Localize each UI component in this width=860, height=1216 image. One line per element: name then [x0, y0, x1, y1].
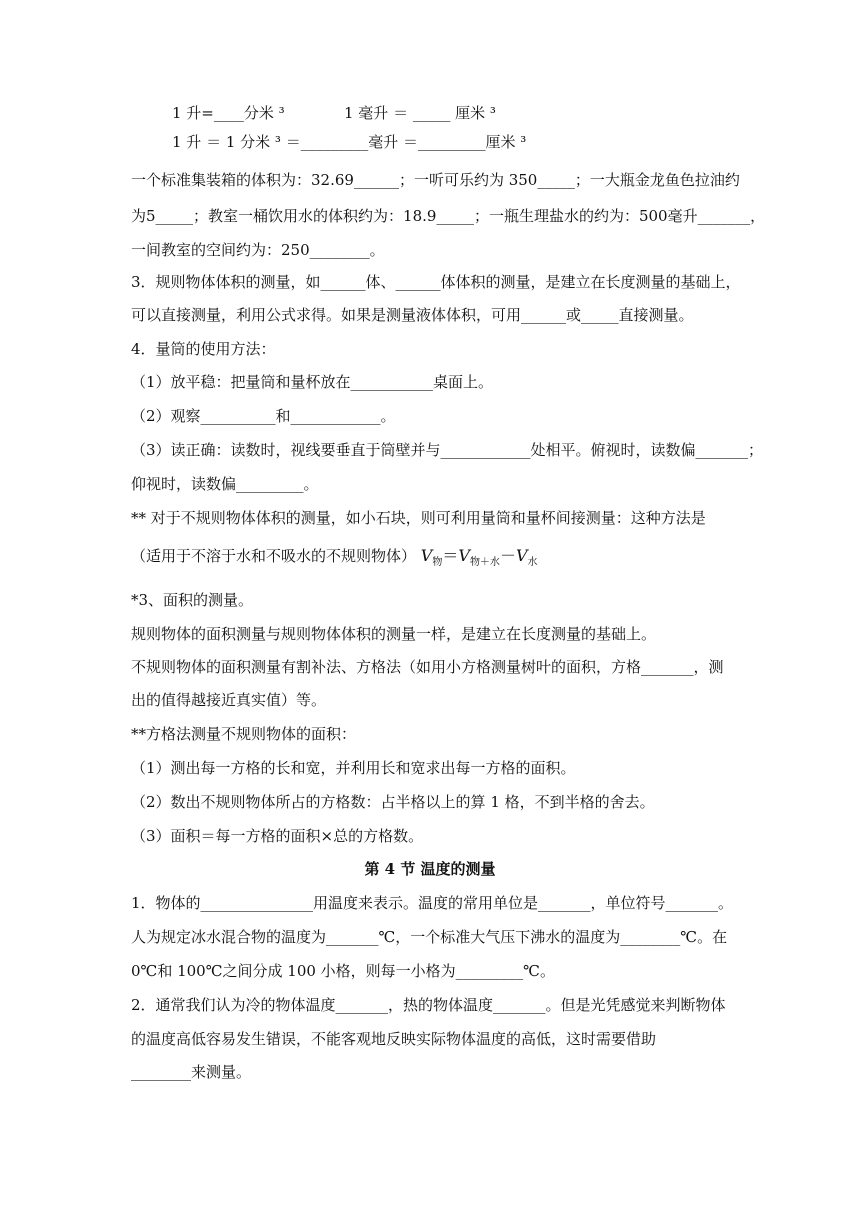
paragraph-line: （3）面积＝每一方格的面积×总的方格数。: [131, 827, 424, 845]
paragraph-line: 4．量筒的使用方法：: [131, 340, 276, 358]
paragraph-line: *3、面积的测量。: [131, 591, 254, 609]
paragraph-line: 可以直接测量，利用公式求得。如果是测量液体体积，可用______或_____直接测量。: [131, 306, 694, 324]
paragraph-line: （2）数出不规则物体所占的方格数：占半格以上的算 1 格，不到半格的舍去。: [131, 793, 655, 811]
paragraph-line: 规则物体的面积测量与规则物体体积的测量一样，是建立在长度测量的基础上。: [131, 625, 657, 643]
paragraph-line: （2）观察__________和____________。: [131, 407, 396, 425]
paragraph-line: ** 对于不规则物体体积的测量，如小石块，则可利用量筒和量杯间接测量：这种方法是: [131, 509, 706, 527]
paragraph-line: 一个标准集装箱的体积为：32.69______；一听可乐约为 350_____；一大瓶金龙鱼色拉油约: [131, 171, 740, 189]
paragraph-line: 不规则物体的面积测量有割补法、方格法（如用小方格测量树叶的面积，方格_______，测: [131, 658, 724, 676]
volume-unit-line-2: 1 升 ＝ 1 分米 ³ ＝_________毫升 ＝_________厘米 ³: [172, 133, 527, 151]
paragraph-line: **方格法测量不规则物体的面积：: [131, 725, 357, 743]
formula-prefix: （适用于不溶于水和不吸水的不规则物体）: [131, 547, 417, 565]
volume-unit-line-1: 1 升=____分米 ³: [172, 104, 285, 122]
paragraph-line: （1）测出每一方格的长和宽，并利用长和宽求出每一方格的面积。: [131, 759, 576, 777]
paragraph-line: （1）放平稳：把量筒和量杯放在___________桌面上。: [131, 373, 494, 391]
paragraph-line: 2．通常我们认为冷的物体温度_______，热的物体温度_______。但是光凭感觉来判断物体: [131, 996, 726, 1014]
paragraph-line: 人为规定冰水混合物的温度为_______℃，一个标准大气压下沸水的温度为________℃。在: [131, 928, 728, 946]
paragraph-line: 3．规则物体体积的测量，如______体、______体体积的测量，是建立在长度测量的基础上，: [131, 273, 741, 291]
paragraph-line: 为5_____；教室一桶饮用水的体积约为：18.9_____；一瓶生理盐水的约为：500毫升_______，: [131, 207, 766, 225]
paragraph-line: 的温度高低容易发生错误，不能客观地反映实际物体温度的高低，这时需要借助: [131, 1030, 657, 1048]
paragraph-line: 仰视时，读数偏_________。: [131, 475, 319, 493]
paragraph-line: 出的值得越接近真实值）等。: [131, 691, 327, 709]
volume-formula: $V_物=V_{物+水}-V_水$: [420, 546, 538, 568]
paragraph-line: （3）读正确：读数时，视线要垂直于筒壁并与____________处相平。俯视时，读数偏_______；: [131, 441, 764, 459]
volume-unit-line-1b: 1 毫升 ＝ _____ 厘米 ³: [344, 104, 496, 122]
paragraph-line: ________来测量。: [131, 1063, 252, 1081]
paragraph-line: 一间教室的空间约为：250________。: [131, 241, 385, 259]
paragraph-line: 1．物体的_______________用温度来表示。温度的常用单位是_______，单位符号_______。: [131, 894, 734, 912]
section-heading: 第 4 节 温度的测量: [364, 860, 496, 878]
paragraph-line: 0℃和 100℃之间分成 100 小格，则每一小格为_________℃。: [131, 962, 555, 980]
formula-line: [131, 546, 538, 573]
